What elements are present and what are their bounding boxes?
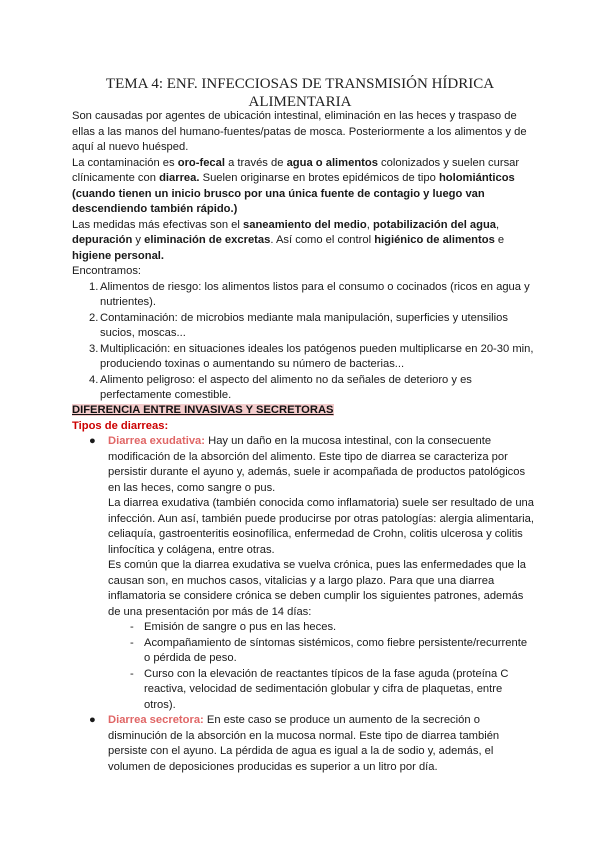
- contamination-paragraph: La contaminación es oro-fecal a través de agua o alimentos colonizados y suelen cursar clínicamente con diarrea. Suelen originarse en brotes epidémicos de tipo holomiánticos (cuando tienen un inicio brusco por una única fuente de contagio y luego van descendiendo también rápido.): [72, 156, 520, 215]
- exudativa-paragraph-3: Es común que la diarrea exudativa se vuelva crónica, pues las enfermedades que la causan son, en muchos casos, vitalicias y a largo plazo. Para que una diarrea inflamatoria se considere crónica se deben cumplir los siguientes patrones, además de una presentación por más de 14 días:: [108, 559, 526, 618]
- list-item: 2. Contaminación: de microbios mediante mala manipulación, superficies y utensilios sucios, moscas...: [89, 311, 508, 339]
- intro-paragraph: Son causadas por agentes de ubicación intestinal, eliminación en las heces y traspaso de ellas a las manos del humano-fuentes/patas de mosca. Posteriormente a los alimentos y de aquí al nuevo huésped.: [72, 110, 527, 153]
- list-item: 4. Alimento peligroso: el aspecto del alimento no da señales de deterioro y es perfectamente comestible.: [89, 373, 472, 401]
- bullet-exudativa: ● Diarrea exudativa: Hay un daño en la mucosa intestinal, con la consecuente modificación de la absorción del alimento. Este tipo de diarrea se caracteriza por persistir durante el ayuno y, además, suele ir acompañada de productos patológicos en las heces, como sangre o pus. La diarrea exudativa (también conocida como inflamatoria) suele ser resultado de una infección. Aun así, también puede producirse por otras patologías: alergia alimentaria, celiaquía, gastroenteritis eosinofílica, enfermedad de Crohn, colitis ulcerosa y colitis linfocítica y colágena, entre otras. Es común que la diarrea exudativa se vuelva crónica, pues las enfermedades que la causan son, en muchos casos, vitalicias y a largo plazo. Para que una diarrea inflamatoria se considere crónica se deben cumplir los siguientes patrones, además de una presentación por más de 14 días:: [72, 434, 534, 620]
- page-title: TEMA 4: ENF. INFECCIOSAS DE TRANSMISIÓN HÍDRICA ALIMENTARIA: [105, 76, 495, 110]
- dash-item: - Curso con la elevación de reactantes típicos de la fase aguda (proteína C reactiva, velocidad de sedimentación globular y cifra de plaquetas, entre otros).: [130, 667, 509, 711]
- dash-item: - Emisión de sangre o pus en las heces.: [130, 621, 337, 633]
- numbered-list: [72, 280, 534, 404]
- bullet-dot-icon: ●: [89, 435, 96, 447]
- bullet-dot-icon: ●: [89, 714, 96, 726]
- list-item: 1. Alimentos de riesgo: los alimentos listos para el consumo o cocinados (ricos en agua y nutrientes).: [89, 280, 530, 308]
- encontramos-label: Encontramos:: [72, 265, 142, 277]
- section-heading: DIFERENCIA ENTRE INVASIVAS Y SECRETORAS: [72, 404, 334, 416]
- measures-paragraph: Las medidas más efectivas son el saneamiento del medio, potabilización del agua, depuración y eliminación de excretas. Así como el control higiénico de alimentos e higiene personal.: [72, 218, 505, 262]
- intro-block: [72, 109, 534, 404]
- dash-item: - Acompañamiento de síntomas sistémicos, como fiebre persistente/recurrente o pérdida de peso.: [130, 636, 528, 664]
- diarrea-section: [72, 403, 534, 775]
- bullet-secretora: ● Diarrea secretora: En este caso se produce un aumento de la secreción o disminución de la absorción en la mucosa normal. Este tipo de diarrea también persiste con el ayuno. La pérdida de agua es igual a la de sodio y, además, el volumen de deposiciones producidas es superior a un litro por día.: [89, 714, 500, 773]
- secretora-label: Diarrea secretora:: [108, 714, 204, 726]
- exudativa-paragraph-2: La diarrea exudativa (también conocida como inflamatoria) suele ser resultado de una infección. Aun así, también puede producirse por otras patologías: alergia alimentaria, celiaquía, gastroenteritis eosinofílica, enfermedad de Crohn, colitis ulcerosa y colitis linfocítica y colágena, entre otras.: [108, 497, 534, 556]
- exudativa-label: Diarrea exudativa:: [108, 435, 206, 447]
- list-item: 3. Multiplicación: en situaciones ideales los patógenos pueden multiplicarse en 20-30 min, produciendo toxinas o aumentando su número de bacterias...: [89, 342, 534, 370]
- tipos-heading: Tipos de diarreas:: [72, 419, 169, 432]
